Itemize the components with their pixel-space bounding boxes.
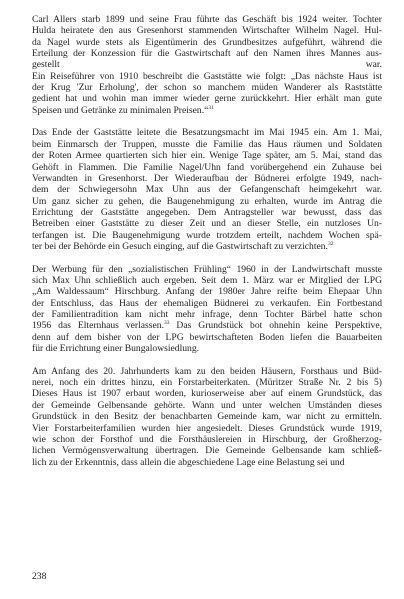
text-line: Dieses Haus ist 1907 erbaut worden, kurioserweise aber auf einem Grundstück, das	[32, 388, 382, 400]
text-line: der Entschluss, das Haus der ehemaligen Büdnerei zu verkaufen. Ein Fortbestand	[32, 297, 382, 309]
text-line: Hulda heiratete den aus Gresenhorst stammenden Wirtschafter Wilhelm Nagel. Hul-	[32, 25, 382, 37]
text-line: der Krug 'Zur Erholung', der schon so manchem müden Wanderer als Raststätte	[32, 82, 382, 94]
text-line: Gehöft in Flammen. Die Familie Nagel/Uhn fand vorübergehend ein Zuhause bei	[32, 161, 382, 173]
text-line-content: 1956 das Elternhaus verlassen.	[32, 320, 164, 332]
text-line-content: Speisen und Getränke zu minimalen Preisen.“	[32, 104, 209, 116]
text-line: Der Werbung für den „sozialistischen Frühling“ 1960 in der Landwirtschaft musste	[32, 263, 382, 275]
text-line: Am Anfang des 20. Jahrhunderts kam zu den beiden Häusern, Forsthaus und Büd-	[32, 365, 382, 377]
text-line-content: ter bei der Behörde ein Gesuch einging, auf die Gastwirtschaft zu verzichten.	[32, 240, 328, 252]
text-line: der Familientradition kam nicht mehr infrage, denn Tochter Bärbel hatte schon	[32, 309, 382, 321]
text-line: Carl Allers starb 1899 und seine Frau führte das Geschäft bis 1924 weiter. Tochter	[32, 14, 382, 25]
text-line: „Am Waldessaum“ Hirschburg. Anfang der 1980er Jahre reifte beim Ehepaar Uhn	[32, 286, 382, 298]
text-line: der Gemeinde Gelbensande gehörte. Wann und unter welchen Umständen dieses	[32, 399, 382, 411]
text-line: beim Einmarsch der Truppen, musste die Familie das Haus räumen und Soldaten	[32, 138, 382, 150]
text-line: terfangen ist. Die Baugenehmigung wurde trotzdem erteilt, nachdem Wochen spä-	[32, 229, 382, 241]
text-line: sich Max Uhn schließlich auch ergeben. Seit dem 1. März war er Mitglied der LPG	[32, 275, 382, 286]
paragraph-allers-history	[32, 14, 382, 116]
text-line: nerei, noch ein drittes hinzu, ein Forstarbeiterkaten. (Müritzer Straße Nr. 2 bis 5)	[32, 377, 382, 389]
text-line: denn auf dem bisher von der LPG bewirtschafteten Boden liefen die Bauarbeiten	[32, 331, 382, 343]
text-line	[32, 241, 382, 252]
text-line: gestellt war.	[32, 59, 382, 71]
text-line: Betreiben einer Gaststätte zu dieser Zeit und an dieser Stelle, ein nutzloses Un-	[32, 218, 382, 230]
text-line: gedient hat und wohin man immer wieder gerne zurückkehrt. Hier erhält man gute	[32, 93, 382, 105]
paragraph-gap	[32, 252, 382, 263]
paragraph-forestry-cottage	[32, 366, 382, 468]
footnote-marker: 31	[208, 104, 214, 111]
footnote-marker: 32	[327, 240, 334, 247]
paragraph-gap	[32, 354, 382, 365]
text-line: Das Ende der Gaststätte leitete die Besatzungsmacht im Mai 1945 ein. Am 1. Mai,	[32, 127, 382, 139]
text-line: der Roten Armee quartierten sich hier ein. Wenige Tage später, am 5. Mai, stand das	[32, 150, 382, 162]
text-line: Ein Reiseführer von 1910 beschreibt die Gaststätte wie folgt: „Das nächste Haus ist	[32, 70, 382, 82]
text-line: da Nagel wurde stets als Eigentümerin des Grundbesitzes aufgeführt, während die	[32, 36, 382, 48]
text-line	[32, 320, 382, 331]
text-line: Errichtung der Gaststätte angegeben. Dem Antragsteller war bewusst, dass das	[32, 206, 382, 218]
text-line: Um ganz sicher zu gehen, die Baugenehmigung zu erhalten, wurde im Antrag die	[32, 195, 382, 207]
text-line: lich zu der Erkenntnis, dass allein die abgeschiedene Lage eine Belastung sei und	[32, 456, 345, 468]
text-line: Verwandten in Gresenhorst. Der Wiederaufbau der Büdnerei erfolgte 1949, nach-	[32, 172, 382, 184]
text-line: Vier Forstarbeiterfamilien wurden hier angesiedelt. Dieses Grundstück wurde 1919,	[32, 422, 382, 434]
text-line: für die Errichtung einer Bungalowsiedlung.	[32, 343, 200, 355]
text-line: Erteilung der Konzession für die Gastwirtschaft auf den Namen ihres Mannes aus-	[32, 48, 382, 60]
text-line	[32, 105, 382, 116]
paragraph-gap	[32, 116, 382, 127]
paragraph-lpg	[32, 264, 382, 355]
page-number: 238	[32, 571, 47, 582]
text-line-continuation: Das Grundstück bot ohnehin keine Perspektive,	[169, 320, 382, 332]
text-line: Grundstück in den Besitz der benachbarten Gemeinde kam, war nicht zu ermitteln.	[32, 411, 382, 423]
paragraph-end-of-inn	[32, 127, 382, 252]
text-line: lichen Vermögensverwaltung übertragen. Die Gemeinde Gelbensande kam schließ-	[32, 445, 382, 457]
text-line: wie schon der Forsthof und die Forsthäuslereien in Hirschburg, der Großherzog-	[32, 433, 382, 445]
text-line: dem der Schwiegersohn Max Uhn aus der Gefangenschaft heimgekehrt war.	[32, 184, 382, 196]
footnote-marker: 33	[163, 320, 170, 327]
